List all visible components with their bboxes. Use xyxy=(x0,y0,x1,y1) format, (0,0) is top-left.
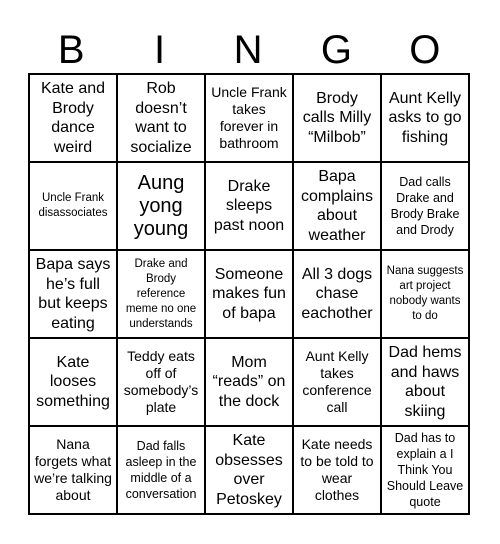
bingo-cell-r3-c5[interactable] xyxy=(381,250,469,338)
cell-text: Uncle Frank disassociates xyxy=(38,192,108,219)
cell-text: Uncle Frank takes forever in bathroom xyxy=(211,84,287,151)
bingo-cell-r2-c2[interactable] xyxy=(117,162,205,250)
cell-text: Teddy eats off of somebody’s plate xyxy=(123,348,199,415)
cell-text: Kate obsesses over Petoskey xyxy=(215,432,283,508)
cell-text: Mom “reads” on the dock xyxy=(212,353,286,410)
cell-text: Dad calls Drake and Brody Brake and Drody xyxy=(390,175,460,237)
cell-text: All 3 dogs chase eachother xyxy=(301,265,373,322)
bingo-cell-r4-c3[interactable] xyxy=(205,338,293,426)
bingo-cell-r4-c4[interactable] xyxy=(293,338,381,426)
cell-text: Someone makes fun of bapa xyxy=(212,265,286,322)
cell-text: Kate looses something xyxy=(36,353,110,410)
bingo-cell-r3-c4[interactable] xyxy=(293,250,381,338)
bingo-cell-r4-c1[interactable] xyxy=(29,338,117,426)
cell-text: Nana suggests art project nobody wants to do xyxy=(386,265,464,322)
header-letter-g: G xyxy=(320,28,354,72)
bingo-cell-r2-c1[interactable] xyxy=(29,162,117,250)
bingo-header xyxy=(28,26,470,74)
cell-text: Dad has to explain a I Think You Should Leave quote xyxy=(386,431,464,509)
bingo-cell-r1-c5[interactable] xyxy=(381,74,469,162)
bingo-cell-r5-c5[interactable] xyxy=(381,426,469,514)
header-letter-b: B xyxy=(57,28,87,72)
cell-text: Dad falls asleep in the middle of a conversation xyxy=(125,439,197,501)
cell-text: Drake and Brody reference meme no one understands xyxy=(125,257,197,330)
cell-text: Aunt Kelly takes conference call xyxy=(302,348,372,415)
bingo-cell-r2-c3[interactable] xyxy=(205,162,293,250)
bingo-cell-r2-c4[interactable] xyxy=(293,162,381,250)
bingo-cell-r2-c5[interactable] xyxy=(381,162,469,250)
cell-text: Kate needs to be told to wear clothes xyxy=(300,436,374,503)
bingo-grid xyxy=(28,73,470,515)
header-letter-n: N xyxy=(233,28,265,72)
cell-text: Bapa says he’s full but keeps eating xyxy=(35,256,111,332)
cell-text: Brody calls Milly “Milbob” xyxy=(302,89,372,146)
cell-text: Drake sleeps past noon xyxy=(213,177,285,234)
bingo-cell-r1-c4[interactable] xyxy=(293,74,381,162)
cell-text: Nana forgets what we’re talking about xyxy=(34,436,112,503)
bingo-cell-r3-c2[interactable] xyxy=(117,250,205,338)
bingo-cell-r3-c1[interactable] xyxy=(29,250,117,338)
bingo-cell-r1-c3[interactable] xyxy=(205,74,293,162)
bingo-cell-r4-c2[interactable] xyxy=(117,338,205,426)
cell-text: Dad hems and haws about skiing xyxy=(388,344,462,420)
header-letter-o: O xyxy=(409,28,443,72)
bingo-cell-r1-c2[interactable] xyxy=(117,74,205,162)
bingo-cell-r4-c5[interactable] xyxy=(381,338,469,426)
bingo-cell-r5-c2[interactable] xyxy=(117,426,205,514)
header-letter-i: I xyxy=(154,28,168,72)
bingo-cell-r5-c3[interactable] xyxy=(205,426,293,514)
bingo-cell-r5-c1[interactable] xyxy=(29,426,117,514)
cell-text: Aung yong young xyxy=(133,171,189,240)
bingo-cell-r5-c4[interactable] xyxy=(293,426,381,514)
bingo-cell-r1-c1[interactable] xyxy=(29,74,117,162)
bingo-cell-r3-c3[interactable] xyxy=(205,250,293,338)
cell-text: Kate and Brody dance weird xyxy=(40,80,106,156)
cell-text: Rob doesn’t want to socialize xyxy=(130,80,192,156)
cell-text: Bapa complains about weather xyxy=(300,168,374,244)
cell-text: Aunt Kelly asks to go fishing xyxy=(388,89,462,146)
